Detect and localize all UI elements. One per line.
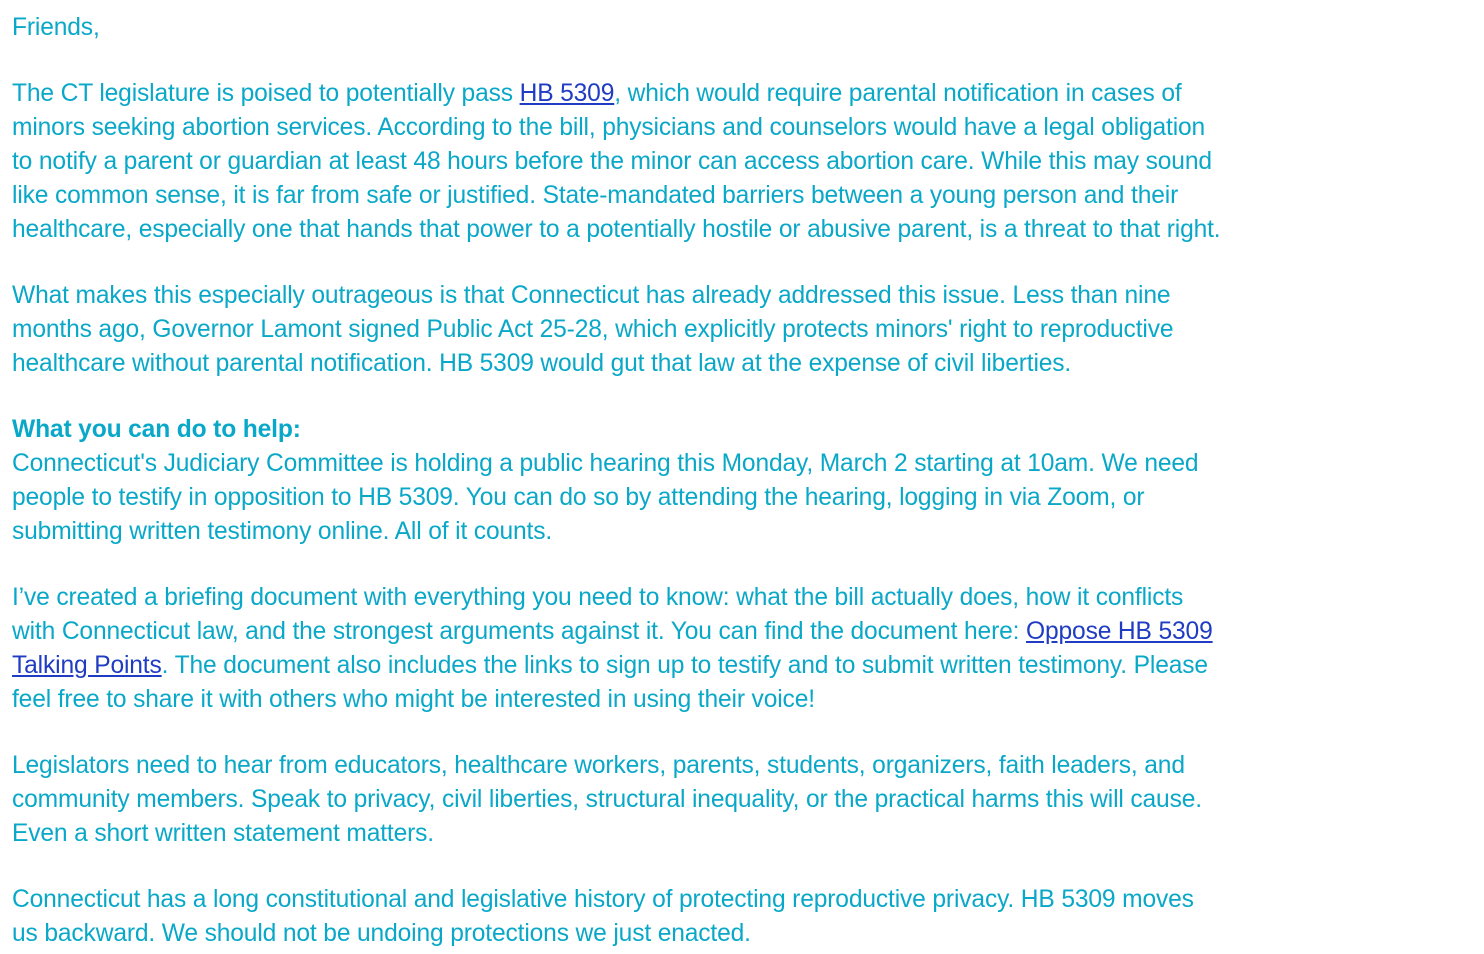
spacer <box>12 247 1480 279</box>
hb-5309-link[interactable]: HB 5309 <box>519 80 615 107</box>
text-line: to notify a parent or guardian at least 48 hours before the minor can access abortion care. While this may sound <box>12 148 1212 175</box>
text-line <box>12 649 1480 683</box>
text-line: healthcare, especially one that hands that power to a potentially hostile or abusive parent, is a threat to that right. <box>12 216 1221 243</box>
text-line: Legislators need to hear from educators, healthcare workers, parents, students, organizers, faith leaders, and <box>12 752 1185 779</box>
talking-points-link-part1[interactable]: Oppose HB 5309 <box>1026 618 1213 645</box>
text-line: like common sense, it is far from safe or justified. State-mandated barriers between a young person and their <box>12 182 1179 209</box>
text-line: What makes this especially outrageous is that Connecticut has already addressed this issue. Less than nine <box>12 282 1171 309</box>
paragraph-bill-summary <box>12 77 1480 247</box>
text-line: months ago, Governor Lamont signed Public Act 25-28, which explicitly protects minors' right to reproductive <box>12 316 1174 343</box>
text-segment: The CT legislature is poised to potentially pass <box>12 80 520 107</box>
text-line: Connecticut has a long constitutional and legislative history of protecting reproductive privacy. HB 5309 moves <box>12 886 1194 913</box>
paragraph-public-act <box>12 279 1480 381</box>
text-line <box>12 615 1480 649</box>
text-line <box>12 77 1480 111</box>
text-line: submitting written testimony online. All of it counts. <box>12 518 553 545</box>
spacer <box>12 381 1480 413</box>
text-segment: , which would require parental notification in cases of <box>614 80 1182 107</box>
spacer <box>12 717 1480 749</box>
text-line: healthcare without parental notification. HB 5309 would gut that law at the expense of civil liberties. <box>12 350 1072 377</box>
talking-points-link-part2[interactable]: Talking Points <box>12 652 162 679</box>
text-line: I’ve created a briefing document with everything you need to know: what the bill actually does, how it conflicts <box>12 584 1184 611</box>
paragraph-closing <box>12 883 1480 951</box>
paragraph-how-to-help <box>12 413 1480 549</box>
text-line: people to testify in opposition to HB 5309. You can do so by attending the hearing, logging in via Zoom, or <box>12 484 1145 511</box>
paragraph-legislators <box>12 749 1480 851</box>
text-segment: with Connecticut law, and the strongest arguments against it. You can find the document here: <box>12 618 1027 645</box>
text-line: Connecticut's Judiciary Committee is holding a public hearing this Monday, March 2 starting at 10am. We need <box>12 450 1199 477</box>
section-heading: What you can do to help: <box>12 416 301 443</box>
text-line: feel free to share it with others who might be interested in using their voice! <box>12 686 815 713</box>
paragraph-briefing-document <box>12 581 1480 717</box>
text-segment: . The document also includes the links to sign up to testify and to submit written testimony. Please <box>161 652 1208 679</box>
text-line: community members. Speak to privacy, civil liberties, structural inequality, or the practical harms this will cause. <box>12 786 1202 813</box>
text-line: Even a short written statement matters. <box>12 820 434 847</box>
text-line: minors seeking abortion services. According to the bill, physicians and counselors would have a legal obligation <box>12 114 1206 141</box>
greeting: Friends, <box>12 14 100 41</box>
spacer <box>12 549 1480 581</box>
spacer <box>12 851 1480 883</box>
spacer <box>12 45 1480 77</box>
email-body <box>12 11 1480 951</box>
text-line: us backward. We should not be undoing protections we just enacted. <box>12 920 751 947</box>
